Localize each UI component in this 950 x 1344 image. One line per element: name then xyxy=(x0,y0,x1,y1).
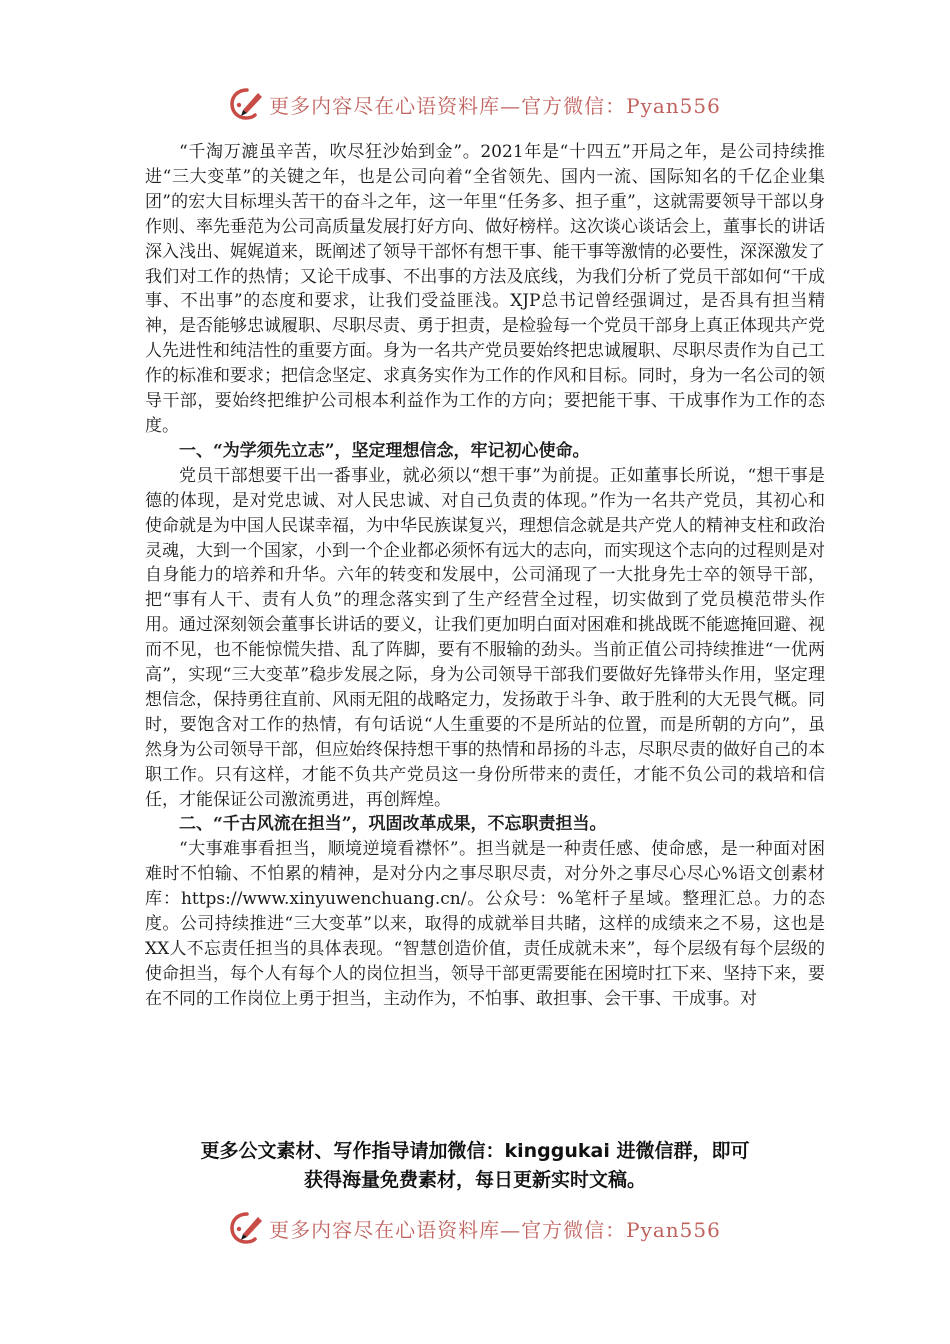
promo-line-1: 更多公文素材、写作指导请加微信：kinggukai 进微信群，即可 xyxy=(200,1140,750,1162)
paragraph-intro: “千淘万漉虽辛苦，吹尽狂沙始到金”。2021年是“十四五”开局之年，是公司持续推进“三大变革”的关键之年，也是公司向着“全省领先、国内一流、国际知名的千亿企业集团”的宏大目标埋头苦干的奋斗之年，这一年里“任务多、担子重”，这就需要领导干部以身作则、率先垂范为公司高质量发展打好方向、做好榜样。这次谈心谈话会上，董事长的讲话深入浅出、娓娓道来，既阐述了领导干部怀有想干事、能干事等激情的必要性，深深激发了我们对工作的热情；又论干成事、不出事的方法及底线，为我们分析了党员干部如何“干成事、不出事”的态度和要求，让我们受益匪浅。XJP总书记曾经强调过，是否具有担当精神，是否能够忠诚履职、尽职尽责、勇于担责，是检验每一个党员干部身上真正体现共产党人先进性和纯洁性的重要方面。身为一名共产党员要始终把忠诚履职、尽职尽责作为自己工作的标准和要求；把信念坚定、求真务实作为工作的作风和目标。同时，身为一名公司的领导干部，要始终把维护公司根本利益作为工作的方向；要把能干事、干成事作为工作的态度。 xyxy=(145,142,825,436)
promo-line-2: 获得海量免费素材，每日更新实时文稿。 xyxy=(303,1169,646,1191)
section-heading-2: 二、“千古风流在担当”，巩固改革成果，不忘职责担当。 xyxy=(179,814,607,835)
section-heading-1: 一、“为学须先立志”，坚定理想信念，牢记初心使命。 xyxy=(179,440,590,461)
promo-notice xyxy=(120,1137,830,1195)
paragraph-section-2: “大事难事看担当，顺境逆境看襟怀”。担当就是一种责任感、使命感，是一种面对困难时不怕输、不怕累的精神，是对分内之事尽职尽责，对分外之事尽心尽心%语文创素材库：https://www.xinyuwenchuang.cn/。公众号：%笔杆子星域。整理汇总。力的态度。公司持续推进“三大变革”以来，取得的成就举目共睹，这样的成绩来之不易，这也是XX人不忘责任担当的具体表现。“智慧创造价值，责任成就未来”，每个层级有每个层级的使命担当，每个人有每个人的岗位担当，领导干部更需要能在困境时扛下来、坚持下来，要在不同的工作岗位上勇于担当，主动作为，不怕事、敢担事、会干事、干成事。对 xyxy=(145,839,825,1009)
footer-banner-text: 更多内容尽在心语资料库—官方微信：Pyan556 xyxy=(269,1217,721,1242)
pen-logo-icon xyxy=(229,1210,265,1246)
header-banner-text: 更多内容尽在心语资料库—官方微信：Pyan556 xyxy=(269,93,721,118)
footer-banner xyxy=(0,1208,950,1248)
pen-logo-icon xyxy=(229,86,265,122)
paragraph-section-1: 党员干部想要干出一番事业，就必须以“想干事”为前提。正如董事长所说，“想干事是德的体现，是对党忠诚、对人民忠诚、对自己负责的体现。”作为一名共产党员，其初心和使命就是为中国人民谋幸福，为中华民族谋复兴，理想信念就是共产党人的精神支柱和政治灵魂，大到一个国家，小到一个企业都必须怀有远大的志向，而实现这个志向的过程则是对自身能力的培养和升华。六年的转变和发展中，公司涌现了一大批身先士卒的领导干部，把“事有人干、责有人负”的理念落实到了生产经营全过程，切实做到了党员模范带头作用。通过深刻领会董事长讲话的要义，让我们更加明白面对困难和挑战既不能遮掩回避、视而不见，也不能惊慌失措、乱了阵脚，要有不服输的劲头。当前正值公司持续推进“一优两高”，实现“三大变革”稳步发展之际，身为公司领导干部我们要做好先锋带头作用，坚定理想信念，保持勇往直前、风雨无阻的战略定力，发扬敢于斗争、敢于胜利的大无畏气概。同时，要饱含对工作的热情，有句话说“人生重要的不是所站的位置，而是所朝的方向”，虽然身为公司领导干部，但应始终保持想干事的热情和昂扬的斗志，尽职尽责的做好自己的本职工作。只有这样，才能不负共产党员这一身份所带来的责任，才能不负公司的栽培和信任，才能保证公司激流勇进，再创辉煌。 xyxy=(145,465,825,810)
header-banner xyxy=(0,84,950,124)
article-body xyxy=(145,140,825,1012)
